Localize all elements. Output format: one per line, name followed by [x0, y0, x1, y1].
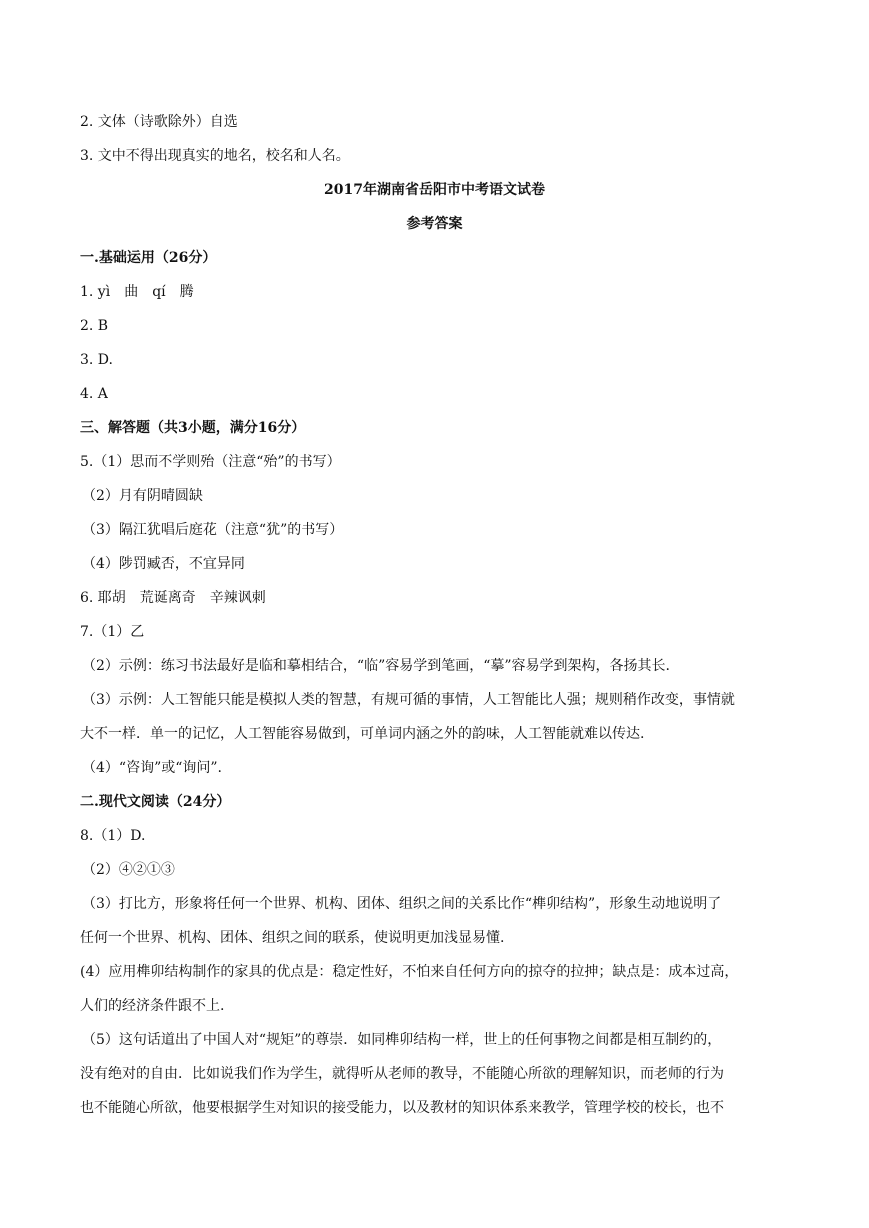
section2-heading: 二.现代文阅读（24分） — [80, 794, 231, 810]
answer-7-3-line2: 大不一样．单一的记忆，人工智能容易做到，可单词内涵之外的韵味，人工智能就难以传达. — [80, 726, 645, 742]
answer-4: 4. A — [80, 386, 108, 402]
answer-2: 2. B — [80, 318, 109, 334]
answer-5-2: （2）月有阴晴圆缺 — [82, 488, 203, 504]
answer-5-4: （4）陟罚臧否，不宜异同 — [82, 556, 245, 572]
answer-7-2: （2）示例：练习书法最好是临和摹相结合，“临”容易学到笔画，“摹”容易学到架构，各扬其长. — [82, 658, 670, 674]
answer-7-4: （4）“咨询”或“询问”. — [82, 760, 222, 776]
answer-7-3-line1: （3）示例：人工智能只能是模拟人类的智慧，有规可循的事情，人工智能比人强；规则稍作改变，事情就 — [82, 692, 735, 708]
answer-1: 1. yì 曲 qí 腾 — [80, 284, 194, 300]
answer-8-3-line1: （3）打比方，形象将任何一个世界、机构、团体、组织之间的关系比作“榫卯结构”，形象生动地说明了 — [82, 896, 722, 912]
note-item-3: 3. 文中不得出现真实的地名，校名和人名。 — [80, 148, 350, 164]
answer-8-5-line2: 没有绝对的自由．比如说我们作为学生，就得听从老师的教导，不能随心所欲的理解知识，而老师的行为 — [80, 1066, 724, 1082]
answer-5-1: 5.（1）思而不学则殆（注意“殆”的书写） — [80, 454, 341, 470]
answer-8-5-line3: 也不能随心所欲，他要根据学生对知识的接受能力，以及教材的知识体系来教学，管理学校的校长，也不 — [80, 1100, 724, 1116]
answer-6: 6. 耶胡 荒诞离奇 辛辣讽刺 — [80, 590, 266, 606]
answer-5-3: （3）隔江犹唱后庭花（注意“犹”的书写） — [82, 522, 344, 538]
answer-7-1: 7.（1）乙 — [80, 624, 145, 640]
exam-title: 2017年湖南省岳阳市中考语文试卷 — [324, 182, 545, 198]
answer-3: 3. D. — [80, 352, 113, 368]
answer-8-5-line1: （5）这句话道出了中国人对“规矩”的尊崇．如同榫卯结构一样，世上的任何事物之间都是相互制约的， — [82, 1032, 722, 1048]
exam-subtitle: 参考答案 — [406, 216, 463, 232]
answer-8-3-line2: 任何一个世界、机构、团体、组织之间的联系，使说明更加浅显易懂. — [80, 930, 505, 946]
section3-heading: 三、解答题（共3小题，满分16分） — [80, 420, 306, 436]
section1-heading: 一.基础运用（26分） — [80, 250, 217, 266]
answer-8-4-line1: (4）应用榫卯结构制作的家具的优点是：稳定性好，不怕来自任何方向的掠夺的拉抻；缺点是：成本过高， — [80, 964, 739, 980]
answer-8-4-line2: 人们的经济条件跟不上. — [80, 998, 225, 1014]
note-item-2: 2. 文体（诗歌除外）自选 — [80, 114, 238, 130]
answer-8-1: 8.（1）D. — [80, 828, 146, 844]
answer-8-2: （2）④②①③ — [82, 862, 175, 878]
